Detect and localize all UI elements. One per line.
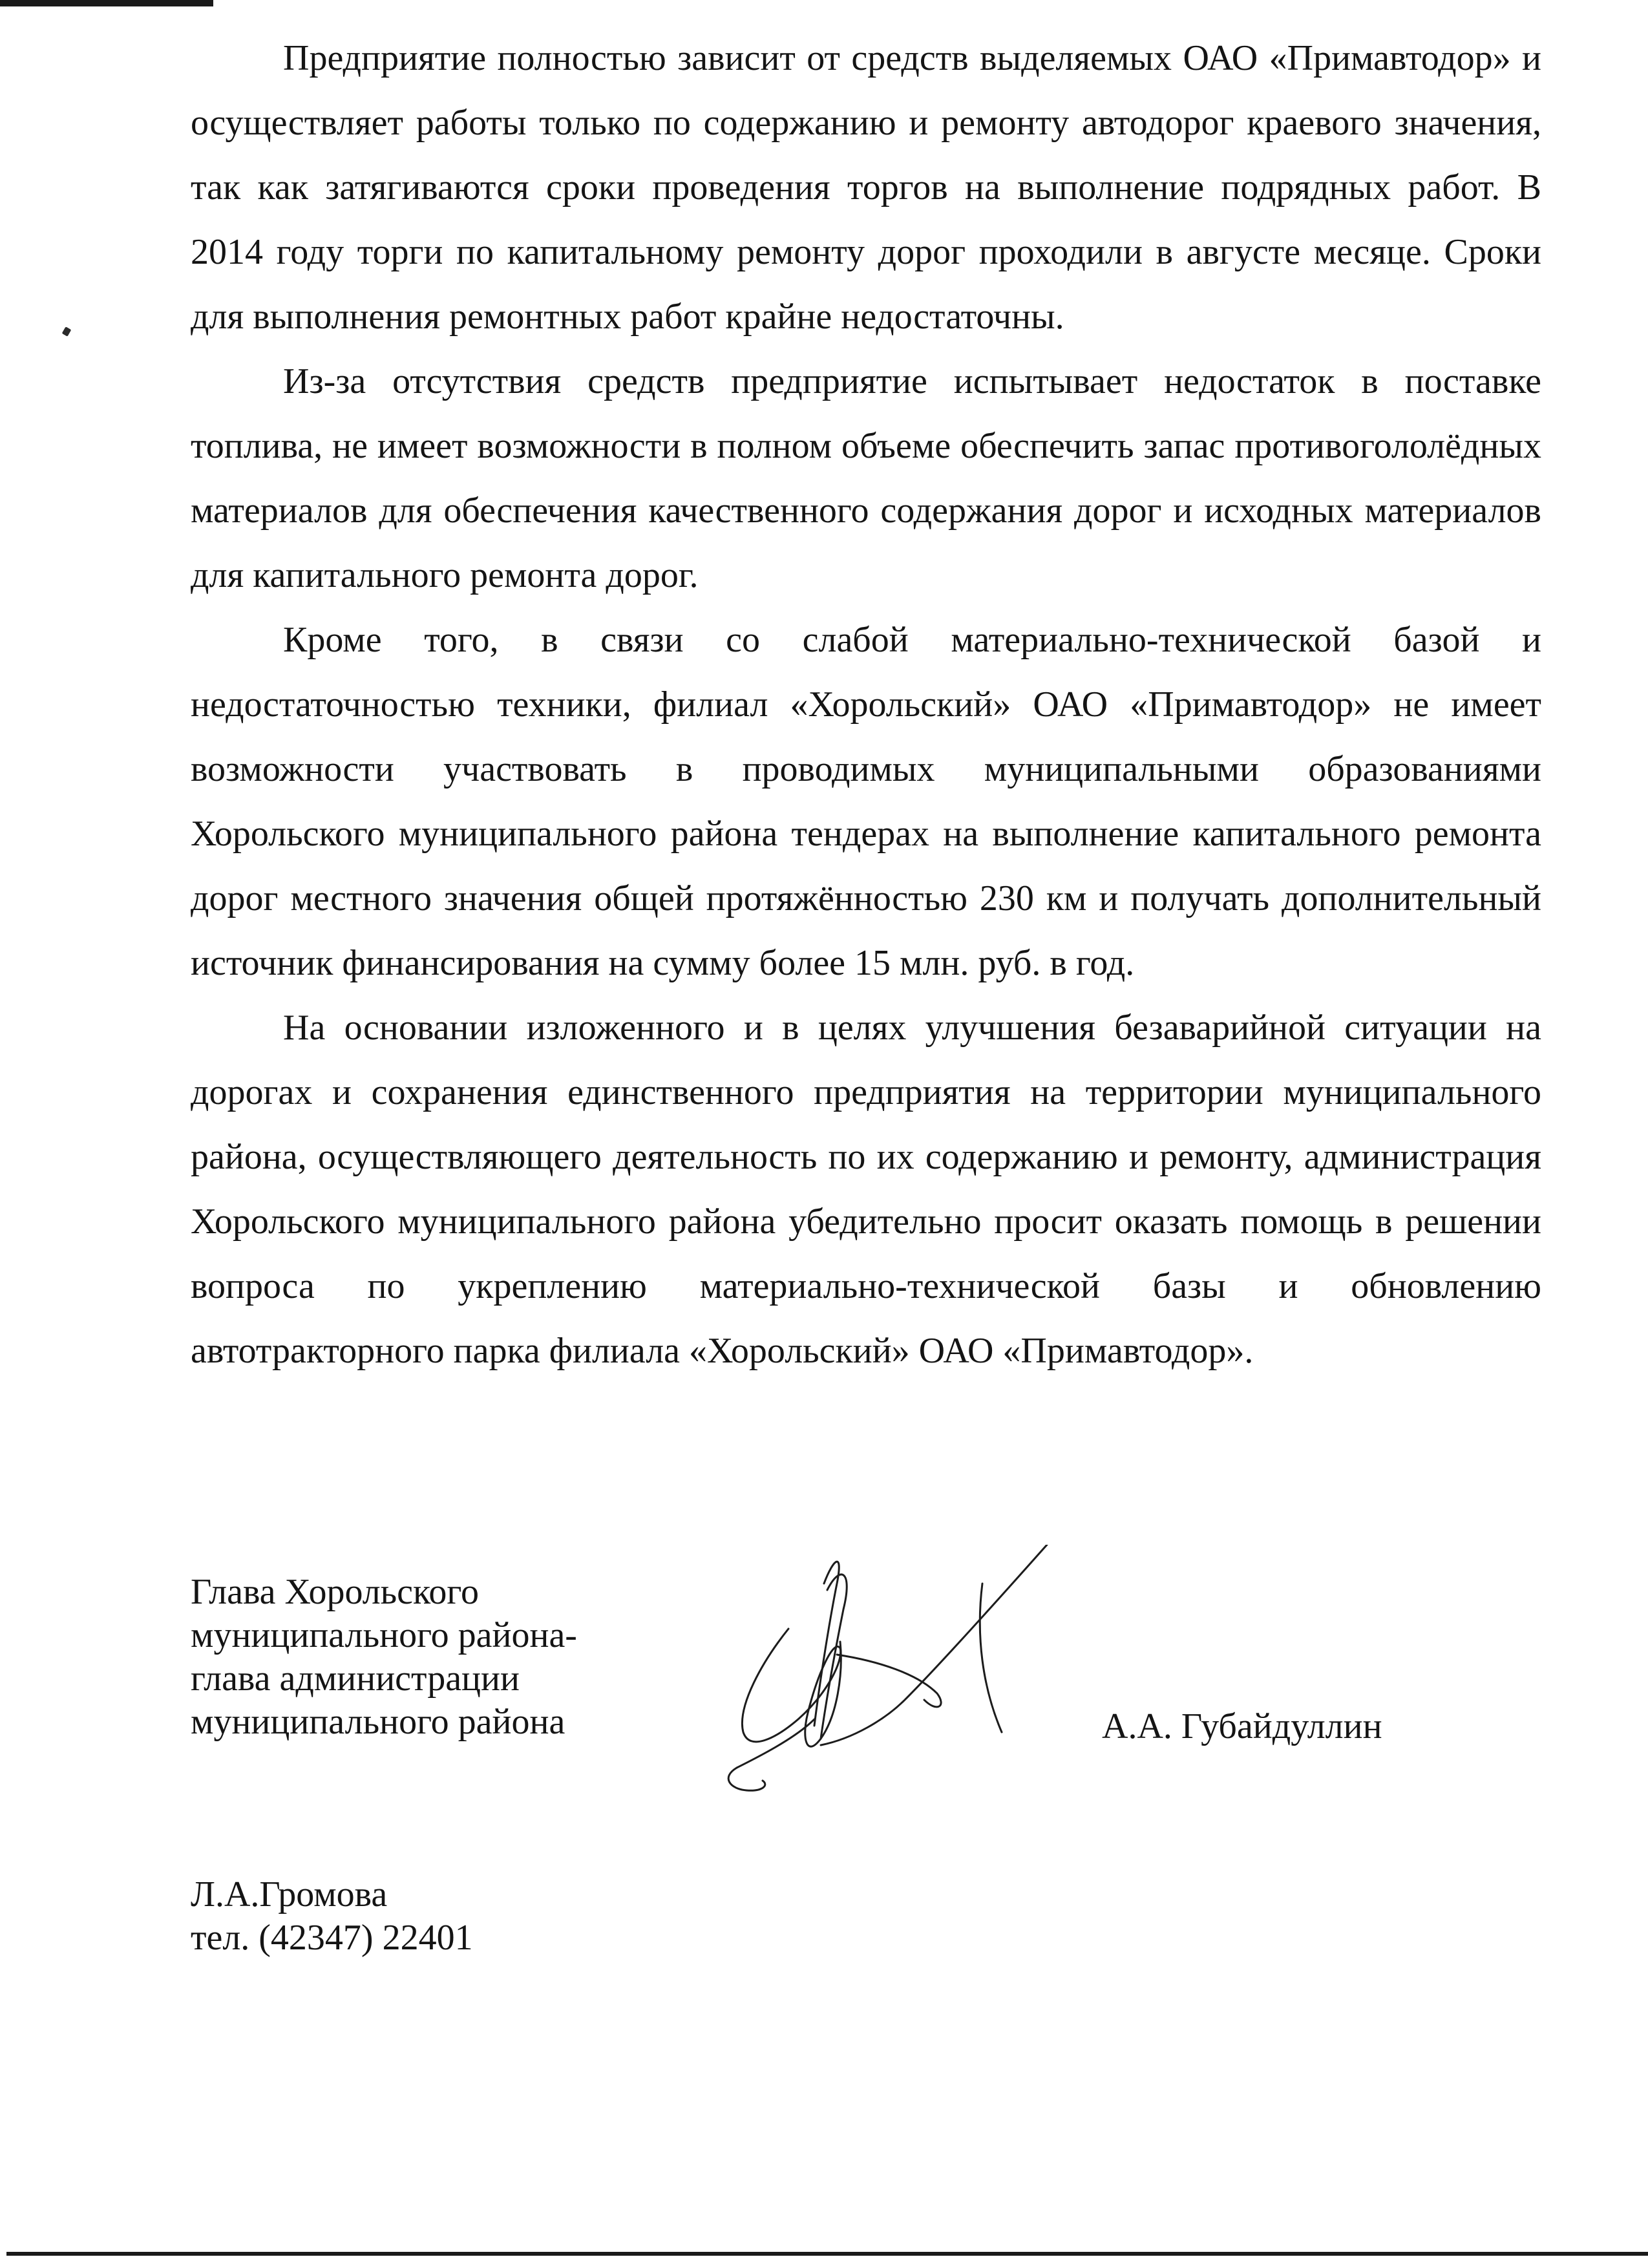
letter-body	[191, 26, 1541, 1383]
signatory-title-line-3: глава администрации	[191, 1659, 520, 1699]
signatory-title-line-2: муниципального района-	[191, 1615, 577, 1655]
contact-block	[191, 1873, 473, 1960]
paragraph-1: Предприятие полностью зависит от средств выделяемых ОАО «Примавтодор» и осуществляет работы только по содержанию и ремонту автодорог краевого значения, так как затягиваются сроки проведения торгов на выполнение подрядных работ. В 2014 году торги по капитальному ремонту дорог проходили в августе месяце. Сроки для выполнения ремонтных работ крайне недостаточны.	[191, 38, 1541, 337]
scan-speck	[62, 326, 72, 336]
handwritten-signature	[724, 1545, 1060, 1803]
scan-edge-mark-top	[0, 0, 213, 6]
scan-edge-mark-bottom	[6, 2252, 1648, 2256]
contact-phone: тел. (42347) 22401	[191, 1918, 473, 1958]
signatory-title-line-1: Глава Хорольского	[191, 1572, 479, 1612]
paragraph-4: На основании изложенного и в целях улучшения безаварийной ситуации на дорогах и сохранения единственного предприятия на территории муниципального района, осуществляющего деятельность по их содержанию и ремонту, администрация Хорольского муниципального района убедительно просит оказать помощь в решении вопроса по укреплению материально-технической базы и обновлению автотракторного парка филиала «Хорольский» ОАО «Примавтодор».	[191, 1008, 1541, 1371]
contact-name: Л.А.Громова	[191, 1874, 388, 1914]
signatory-title	[191, 1571, 577, 1744]
paragraph-2: Из-за отсутствия средств предприятие испытывает недостаток в поставке топлива, не имеет возможности в полном объеме обеспечить запас противогололёдных материалов для обеспечения качественного содержания дорог и исходных материалов для капитального ремонта дорог.	[191, 361, 1541, 595]
signatory-title-line-4: муниципального района	[191, 1702, 565, 1742]
paragraph-3: Кроме того, в связи со слабой материально-технической базой и недостаточностью техники, филиал «Хорольский» ОАО «Примавтодор» не имеет возможности участвовать в проводимых муниципальными образованиями Хорольского муниципального района тендерах на выполнение капитального ремонта дорог местного значения общей протяжённостью 230 км и получать дополнительный источник финансирования на сумму более 15 млн. руб. в год.	[191, 620, 1541, 983]
signer-name: А.А. Губайдуллин	[1102, 1706, 1382, 1746]
